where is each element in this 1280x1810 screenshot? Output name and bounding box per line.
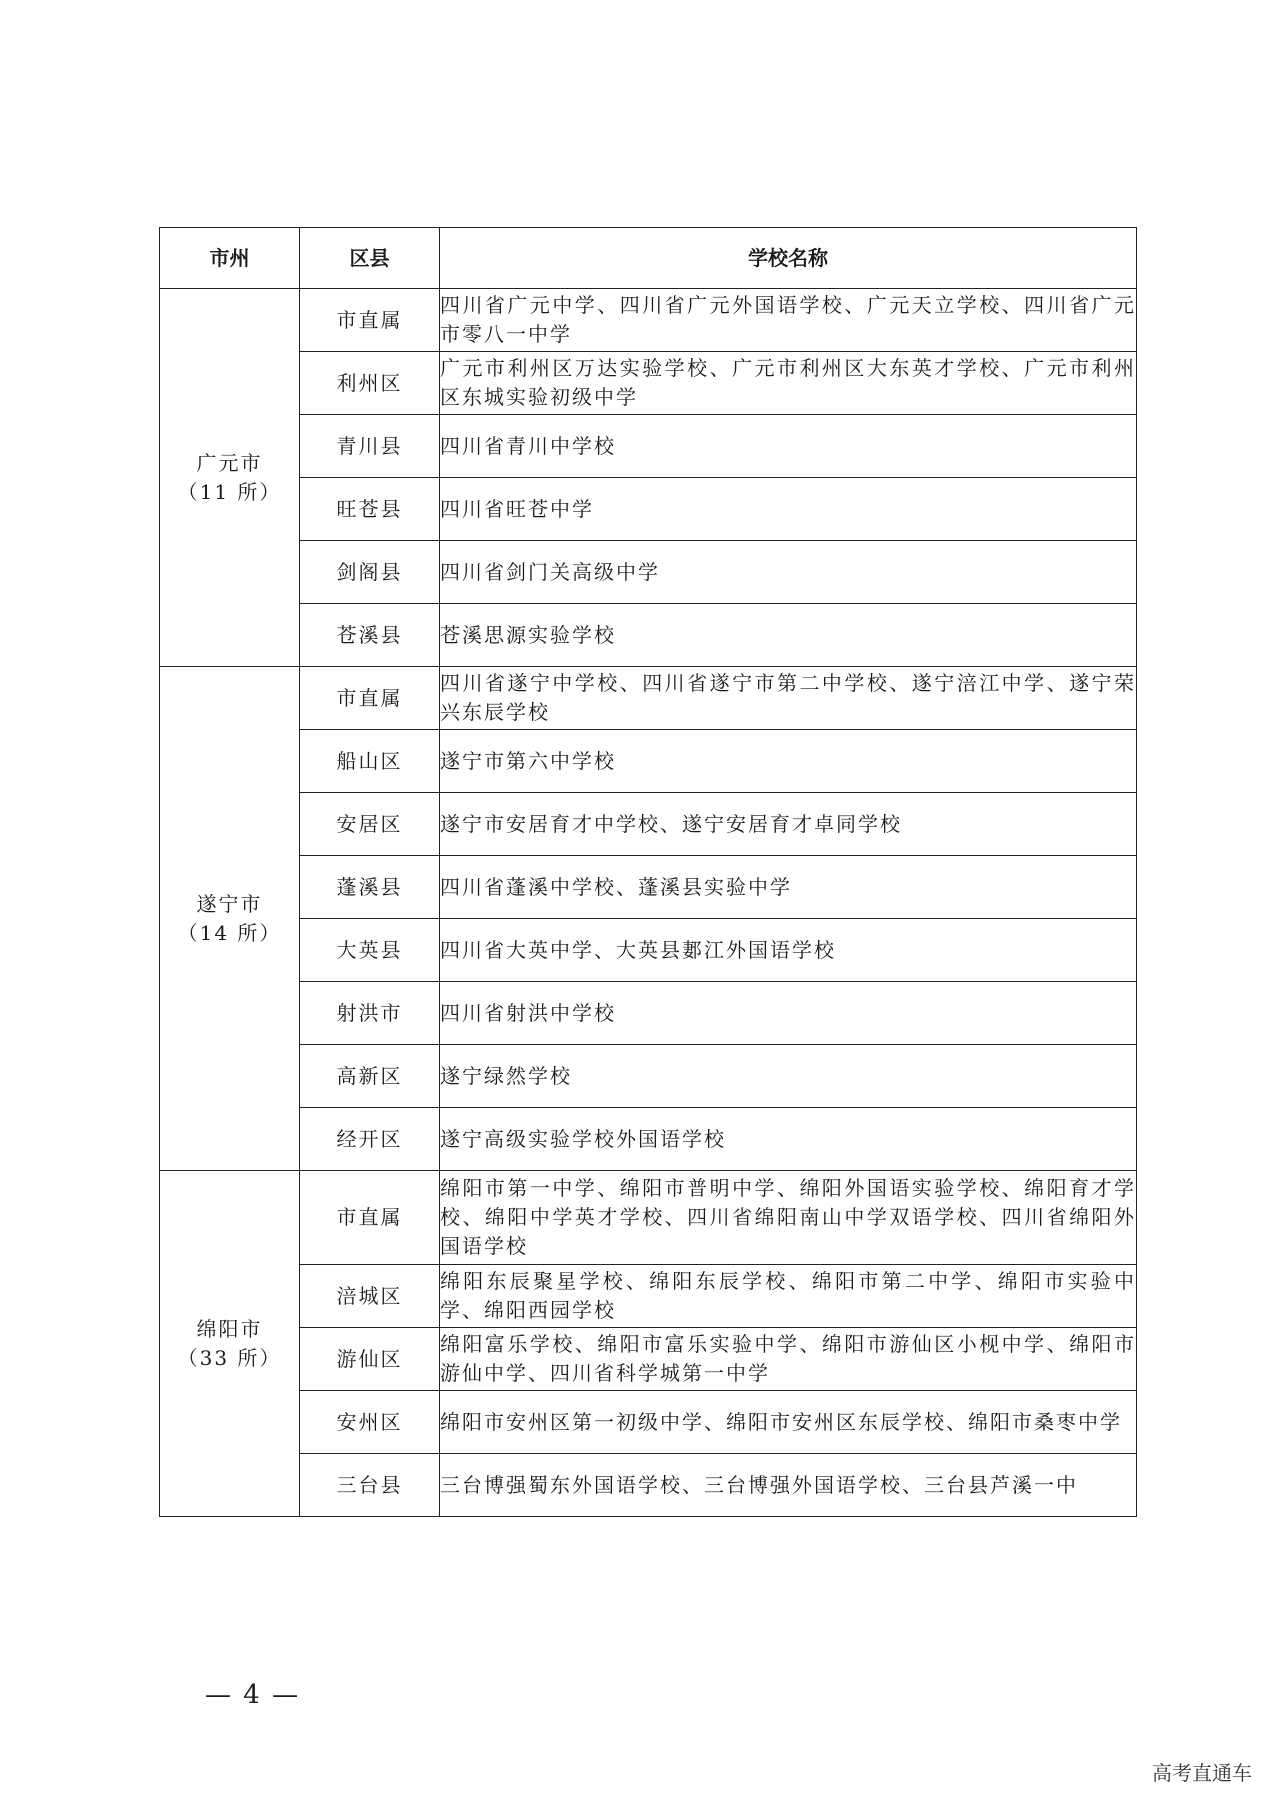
city-cell	[160, 1171, 300, 1517]
schools-cell: 绵阳富乐学校、绵阳市富乐实验中学、绵阳市游仙区小枧中学、绵阳市游仙中学、四川省科学城第一中学	[440, 1328, 1137, 1391]
schools-cell: 绵阳东辰聚星学校、绵阳东辰学校、绵阳市第二中学、绵阳市实验中学、绵阳西园学校	[440, 1265, 1137, 1328]
county-cell: 市直属	[300, 289, 440, 352]
schools-cell: 遂宁市第六中学校	[440, 730, 1137, 793]
city-cell	[160, 289, 300, 667]
city-name: 广元市	[196, 450, 263, 475]
county-cell: 蓬溪县	[300, 856, 440, 919]
schools-cell: 四川省蓬溪中学校、蓬溪县实验中学	[440, 856, 1137, 919]
header-school: 学校名称	[440, 228, 1137, 289]
county-cell: 市直属	[300, 667, 440, 730]
table-row	[160, 667, 1137, 730]
schools-cell: 四川省遂宁中学校、四川省遂宁市第二中学校、遂宁涪江中学、遂宁荣兴东辰学校	[440, 667, 1137, 730]
city-count: （33 所）	[177, 1345, 282, 1370]
table-row	[160, 919, 1137, 982]
schools-cell: 绵阳市安州区第一初级中学、绵阳市安州区东辰学校、绵阳市桑枣中学	[440, 1391, 1137, 1454]
city-count: （14 所）	[177, 920, 282, 945]
schools-cell: 遂宁市安居育才中学校、遂宁安居育才卓同学校	[440, 793, 1137, 856]
schools-cell: 四川省广元中学、四川省广元外国语学校、广元天立学校、四川省广元市零八一中学	[440, 289, 1137, 352]
county-cell: 射洪市	[300, 982, 440, 1045]
county-cell: 高新区	[300, 1045, 440, 1108]
schools-cell: 四川省剑门关高级中学	[440, 541, 1137, 604]
table-row	[160, 856, 1137, 919]
schools-cell: 遂宁高级实验学校外国语学校	[440, 1108, 1137, 1171]
schools-cell: 遂宁绿然学校	[440, 1045, 1137, 1108]
header-city: 市州	[160, 228, 300, 289]
county-cell: 旺苍县	[300, 478, 440, 541]
county-cell: 游仙区	[300, 1328, 440, 1391]
city-count: （11 所）	[177, 479, 282, 504]
county-cell: 苍溪县	[300, 604, 440, 667]
schools-cell: 三台博强蜀东外国语学校、三台博强外国语学校、三台县芦溪一中	[440, 1454, 1137, 1517]
schools-cell: 四川省青川中学校	[440, 415, 1137, 478]
schools-cell: 四川省旺苍中学	[440, 478, 1137, 541]
header-county: 区县	[300, 228, 440, 289]
schools-cell: 苍溪思源实验学校	[440, 604, 1137, 667]
county-cell: 三台县	[300, 1454, 440, 1517]
table-row	[160, 1391, 1137, 1454]
schools-cell: 广元市利州区万达实验学校、广元市利州区大东英才学校、广元市利州区东城实验初级中学	[440, 352, 1137, 415]
watermark-text: 高考直通车	[1152, 1761, 1252, 1785]
school-list-table	[159, 227, 1137, 1517]
table-row	[160, 1328, 1137, 1391]
table-row	[160, 478, 1137, 541]
county-cell: 安州区	[300, 1391, 440, 1454]
table-row	[160, 1454, 1137, 1517]
city-name: 遂宁市	[196, 891, 263, 916]
county-cell: 安居区	[300, 793, 440, 856]
table-header-row	[160, 228, 1137, 289]
schools-cell: 四川省大英中学、大英县郪江外国语学校	[440, 919, 1137, 982]
page-number: — 4 —	[205, 1680, 301, 1710]
county-cell: 利州区	[300, 352, 440, 415]
county-cell: 大英县	[300, 919, 440, 982]
table-row	[160, 289, 1137, 352]
schools-cell: 四川省射洪中学校	[440, 982, 1137, 1045]
table-row	[160, 1108, 1137, 1171]
city-cell	[160, 667, 300, 1171]
table-row	[160, 541, 1137, 604]
county-cell: 市直属	[300, 1171, 440, 1265]
table-row	[160, 1171, 1137, 1265]
schools-cell: 绵阳市第一中学、绵阳市普明中学、绵阳外国语实验学校、绵阳育才学校、绵阳中学英才学校、四川省绵阳南山中学双语学校、四川省绵阳外国语学校	[440, 1171, 1137, 1265]
table-row	[160, 730, 1137, 793]
city-name: 绵阳市	[196, 1316, 263, 1341]
table-row	[160, 1265, 1137, 1328]
table-row	[160, 982, 1137, 1045]
county-cell: 经开区	[300, 1108, 440, 1171]
table-row	[160, 415, 1137, 478]
county-cell: 青川县	[300, 415, 440, 478]
table-row	[160, 793, 1137, 856]
table-row	[160, 352, 1137, 415]
table-row	[160, 1045, 1137, 1108]
table-row	[160, 604, 1137, 667]
county-cell: 船山区	[300, 730, 440, 793]
county-cell: 涪城区	[300, 1265, 440, 1328]
county-cell: 剑阁县	[300, 541, 440, 604]
